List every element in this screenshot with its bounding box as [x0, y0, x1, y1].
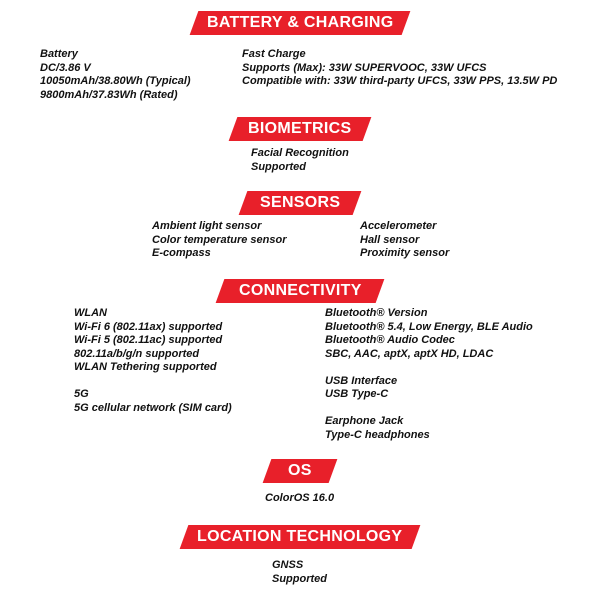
spec-line: WLAN Tethering supported: [74, 361, 217, 373]
spec-line: Facial Recognition: [251, 147, 349, 159]
battery-specs: [40, 48, 191, 102]
spec-line: GNSS: [272, 559, 304, 571]
spec-line: Supports (Max): 33W SUPERVOOC, 33W UFCS: [242, 61, 487, 74]
biometrics-banner: [229, 117, 372, 141]
os-title: OS: [288, 462, 312, 479]
spec-line: Hall sensor: [360, 233, 420, 246]
sensors-left: [152, 220, 286, 261]
spec-line: Color temperature sensor: [152, 233, 287, 246]
sensors-title: SENSORS: [259, 194, 341, 211]
spec-line: 9800mAh/37.83Wh (Rated): [40, 88, 178, 101]
spec-line: Accelerometer: [360, 220, 437, 232]
connectivity-title: CONNECTIVITY: [238, 282, 362, 299]
location-specs: [272, 559, 327, 586]
spec-line: Type-C headphones: [325, 428, 430, 441]
fast-charge-specs: [242, 48, 557, 89]
sensors-banner: [239, 191, 362, 215]
connectivity-right: [325, 307, 533, 442]
spec-line: Wi-Fi 5 (802.11ac) supported: [74, 334, 223, 346]
os-specs: [265, 492, 334, 506]
os-banner: [263, 459, 338, 483]
spec-line: SBC, AAC, aptX, aptX HD, LDAC: [325, 347, 494, 360]
spec-line: Battery: [40, 48, 78, 60]
spec-line: Bluetooth® Version: [325, 307, 428, 319]
connectivity-left: [74, 307, 232, 415]
battery-charging-title: BATTERY & CHARGING: [206, 14, 394, 31]
spec-line: Proximity sensor: [360, 247, 450, 259]
location-technology-banner: [180, 525, 421, 549]
spec-line: Bluetooth® 5.4, Low Energy, BLE Audio: [325, 320, 533, 333]
spec-line: Supported: [251, 160, 306, 173]
spec-line: 10050mAh/38.80Wh (Typical): [40, 75, 191, 87]
spec-line: WLAN: [74, 307, 107, 319]
spec-line: Bluetooth® Audio Codec: [325, 334, 455, 346]
spec-line: ColorOS 16.0: [265, 492, 335, 504]
spec-line: DC/3.86 V: [40, 61, 91, 74]
spec-line: E-compass: [152, 247, 211, 259]
spec-line: 5G: [74, 388, 89, 400]
spec-line: Compatible with: 33W third-party UFCS, 33W PPS, 13.5W PD: [242, 75, 558, 87]
spec-line: 5G cellular network (SIM card): [74, 401, 232, 414]
sensors-right: [360, 220, 449, 261]
biometrics-title: BIOMETRICS: [248, 120, 352, 137]
spec-line: Earphone Jack: [325, 415, 404, 427]
spec-line: USB Interface: [325, 374, 398, 387]
battery-charging-banner: [190, 11, 411, 35]
spec-line: Supported: [272, 572, 327, 585]
spec-line: Fast Charge: [242, 48, 306, 60]
biometrics-specs: [251, 147, 349, 174]
spec-line: USB Type-C: [325, 388, 389, 400]
location-technology-title: LOCATION TECHNOLOGY: [197, 528, 403, 545]
spec-line: Wi-Fi 6 (802.11ax) supported: [74, 320, 223, 333]
spec-line: 802.11a/b/g/n supported: [74, 347, 200, 360]
connectivity-banner: [216, 279, 385, 303]
spec-line: Ambient light sensor: [152, 220, 262, 232]
